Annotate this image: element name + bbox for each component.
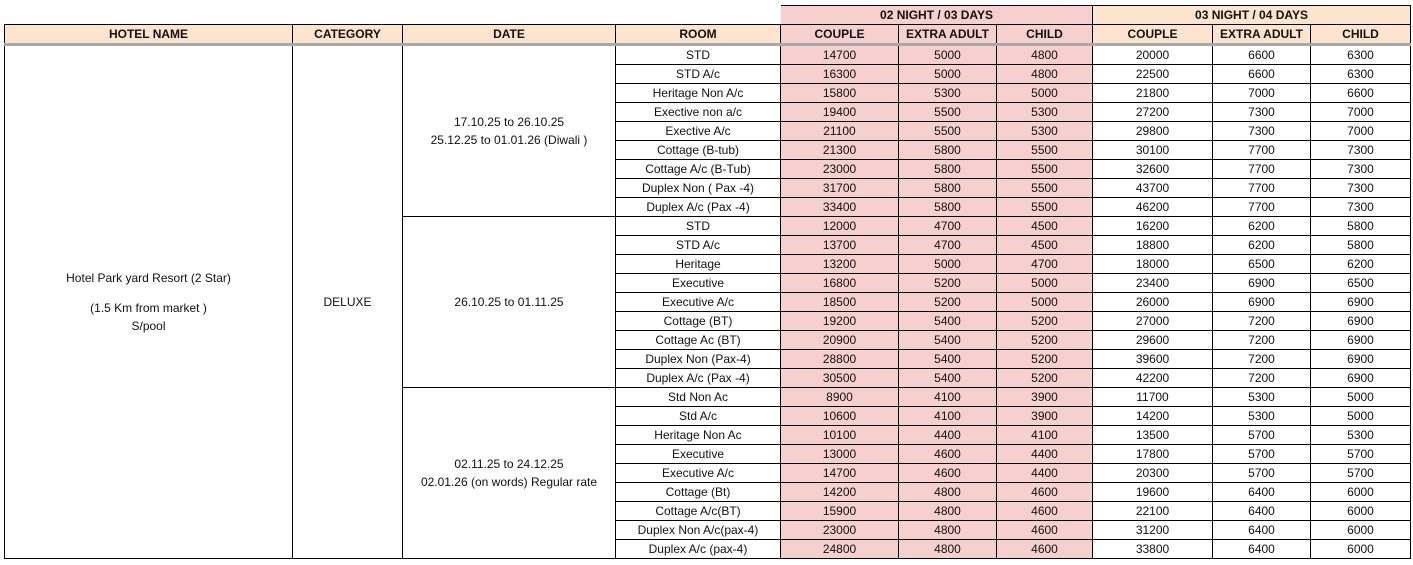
price-2n-extra-adult: 4100 — [899, 388, 997, 407]
price-2n-extra-adult: 5500 — [899, 122, 997, 141]
room-type-cell: Executive — [616, 445, 781, 464]
price-2n-extra-adult: 4800 — [899, 521, 997, 540]
price-2n-couple: 21100 — [781, 122, 899, 141]
room-type-cell: Heritage Non A/c — [616, 84, 781, 103]
price-3n-child: 6300 — [1311, 65, 1411, 84]
price-3n-child: 5800 — [1311, 217, 1411, 236]
price-2n-extra-adult: 4700 — [899, 236, 997, 255]
price-2n-child: 4100 — [997, 426, 1093, 445]
price-2n-extra-adult: 4400 — [899, 426, 997, 445]
price-3n-extra-adult: 7700 — [1213, 141, 1311, 160]
price-3n-extra-adult: 7700 — [1213, 198, 1311, 217]
price-2n-child: 4600 — [997, 502, 1093, 521]
room-type-cell: Exective non a/c — [616, 103, 781, 122]
room-type-cell: Duplex Non A/c(pax-4) — [616, 521, 781, 540]
price-2n-couple: 14700 — [781, 464, 899, 483]
col-3n-child: CHILD — [1311, 25, 1411, 45]
date-range-line: 26.10.25 to 01.11.25 — [454, 295, 564, 309]
price-2n-child: 5200 — [997, 331, 1093, 350]
price-3n-couple: 13500 — [1093, 426, 1213, 445]
price-2n-couple: 8900 — [781, 388, 899, 407]
price-3n-extra-adult: 6200 — [1213, 236, 1311, 255]
price-2n-extra-adult: 5800 — [899, 198, 997, 217]
price-2n-couple: 19200 — [781, 312, 899, 331]
hotel-name-cell — [5, 45, 293, 559]
price-3n-extra-adult: 5700 — [1213, 426, 1311, 445]
price-2n-child: 5500 — [997, 141, 1093, 160]
room-type-cell: Cottage (BT) — [616, 312, 781, 331]
price-2n-couple: 24800 — [781, 540, 899, 559]
price-2n-couple: 14700 — [781, 45, 899, 65]
room-type-cell: Executive A/c — [616, 293, 781, 312]
price-3n-couple: 42200 — [1093, 369, 1213, 388]
price-3n-extra-adult: 6400 — [1213, 502, 1311, 521]
price-2n-extra-adult: 5200 — [899, 293, 997, 312]
price-2n-couple: 28800 — [781, 350, 899, 369]
price-3n-extra-adult: 5300 — [1213, 407, 1311, 426]
price-2n-couple: 13000 — [781, 445, 899, 464]
price-3n-extra-adult: 6400 — [1213, 521, 1311, 540]
price-2n-child: 3900 — [997, 407, 1093, 426]
room-type-cell: STD — [616, 45, 781, 65]
price-3n-extra-adult: 7700 — [1213, 160, 1311, 179]
col-2n-couple: COUPLE — [781, 25, 899, 45]
price-2n-child: 5200 — [997, 312, 1093, 331]
price-3n-couple: 19600 — [1093, 483, 1213, 502]
price-2n-couple: 13700 — [781, 236, 899, 255]
room-type-cell: Heritage Non Ac — [616, 426, 781, 445]
price-2n-child: 5000 — [997, 293, 1093, 312]
price-3n-child: 6900 — [1311, 293, 1411, 312]
price-2n-extra-adult: 5200 — [899, 274, 997, 293]
room-type-cell: Duplex Non (Pax-4) — [616, 350, 781, 369]
price-3n-couple: 21800 — [1093, 84, 1213, 103]
header-blank — [5, 6, 781, 25]
price-2n-child: 5000 — [997, 84, 1093, 103]
price-2n-child: 4500 — [997, 236, 1093, 255]
price-3n-couple: 32600 — [1093, 160, 1213, 179]
price-3n-child: 6500 — [1311, 274, 1411, 293]
col-hotel-name: HOTEL NAME — [5, 25, 293, 45]
col-3n-extra-adult: EXTRA ADULT — [1213, 25, 1311, 45]
price-3n-extra-adult: 7700 — [1213, 179, 1311, 198]
col-category: CATEGORY — [293, 25, 403, 45]
price-2n-extra-adult: 4800 — [899, 483, 997, 502]
room-type-cell: Cottage A/c(BT) — [616, 502, 781, 521]
price-2n-couple: 30500 — [781, 369, 899, 388]
price-3n-couple: 46200 — [1093, 198, 1213, 217]
price-3n-couple: 33800 — [1093, 540, 1213, 559]
price-3n-extra-adult: 7300 — [1213, 103, 1311, 122]
room-type-cell: STD A/c — [616, 236, 781, 255]
price-2n-couple: 23000 — [781, 160, 899, 179]
price-3n-couple: 30100 — [1093, 141, 1213, 160]
price-3n-couple: 20000 — [1093, 45, 1213, 65]
price-3n-couple: 22500 — [1093, 65, 1213, 84]
price-2n-couple: 12000 — [781, 217, 899, 236]
price-3n-couple: 14200 — [1093, 407, 1213, 426]
price-2n-child: 5300 — [997, 103, 1093, 122]
price-2n-couple: 33400 — [781, 198, 899, 217]
price-3n-child: 6000 — [1311, 540, 1411, 559]
hotel-spacer — [5, 287, 292, 299]
price-3n-extra-adult: 6200 — [1213, 217, 1311, 236]
price-2n-extra-adult: 5400 — [899, 350, 997, 369]
hotel-distance: (1.5 Km from market ) — [90, 301, 207, 315]
price-3n-child: 6900 — [1311, 369, 1411, 388]
price-2n-couple: 14200 — [781, 483, 899, 502]
room-type-cell: Executive A/c — [616, 464, 781, 483]
price-2n-extra-adult: 5800 — [899, 179, 997, 198]
hotel-name: Hotel Park yard Resort (2 Star) — [66, 271, 231, 285]
date-range-cell — [403, 45, 616, 217]
price-2n-extra-adult: 5800 — [899, 160, 997, 179]
date-range-line: 25.12.25 to 01.01.26 (Diwali ) — [430, 133, 588, 147]
price-3n-child: 6000 — [1311, 521, 1411, 540]
price-3n-extra-adult: 6500 — [1213, 255, 1311, 274]
price-3n-extra-adult: 6400 — [1213, 540, 1311, 559]
price-2n-child: 4700 — [997, 255, 1093, 274]
table-row — [5, 45, 1411, 65]
price-2n-extra-adult: 5500 — [899, 103, 997, 122]
price-3n-extra-adult: 6600 — [1213, 65, 1311, 84]
price-2n-couple: 13200 — [781, 255, 899, 274]
price-3n-couple: 43700 — [1093, 179, 1213, 198]
room-type-cell: Duplex A/c (pax-4) — [616, 540, 781, 559]
price-3n-child: 6900 — [1311, 331, 1411, 350]
price-2n-extra-adult: 5000 — [899, 255, 997, 274]
price-3n-couple: 16200 — [1093, 217, 1213, 236]
room-type-cell: Cottage A/c (B-Tub) — [616, 160, 781, 179]
price-3n-child: 5000 — [1311, 407, 1411, 426]
price-2n-child: 5300 — [997, 122, 1093, 141]
price-3n-extra-adult: 7200 — [1213, 350, 1311, 369]
price-2n-couple: 16800 — [781, 274, 899, 293]
price-3n-extra-adult: 6900 — [1213, 293, 1311, 312]
rate-table-body — [5, 45, 1411, 559]
room-type-cell: Std Non Ac — [616, 388, 781, 407]
price-3n-extra-adult: 6400 — [1213, 483, 1311, 502]
price-3n-child: 7300 — [1311, 160, 1411, 179]
price-2n-extra-adult: 5400 — [899, 312, 997, 331]
column-header-row — [5, 25, 1411, 45]
price-2n-child: 4800 — [997, 45, 1093, 65]
col-2n-extra-adult: EXTRA ADULT — [899, 25, 997, 45]
price-2n-couple: 10600 — [781, 407, 899, 426]
price-2n-child: 4600 — [997, 521, 1093, 540]
price-2n-couple: 15900 — [781, 502, 899, 521]
price-3n-child: 6900 — [1311, 350, 1411, 369]
price-3n-couple: 27200 — [1093, 103, 1213, 122]
price-2n-child: 4600 — [997, 483, 1093, 502]
category-cell: DELUXE — [293, 45, 403, 559]
room-type-cell: STD — [616, 217, 781, 236]
room-type-cell: Cottage (Bt) — [616, 483, 781, 502]
date-range-cell — [403, 388, 616, 559]
price-2n-couple: 18500 — [781, 293, 899, 312]
room-type-cell: Duplex Non ( Pax -4) — [616, 179, 781, 198]
price-3n-couple: 23400 — [1093, 274, 1213, 293]
price-3n-extra-adult: 7200 — [1213, 369, 1311, 388]
price-3n-extra-adult: 5300 — [1213, 388, 1311, 407]
price-2n-child: 5200 — [997, 350, 1093, 369]
price-3n-extra-adult: 6600 — [1213, 45, 1311, 65]
price-2n-child: 5500 — [997, 160, 1093, 179]
price-3n-child: 7000 — [1311, 103, 1411, 122]
price-3n-child: 6300 — [1311, 45, 1411, 65]
price-2n-extra-adult: 5800 — [899, 141, 997, 160]
room-type-cell: Heritage — [616, 255, 781, 274]
price-2n-child: 4500 — [997, 217, 1093, 236]
price-3n-child: 7300 — [1311, 141, 1411, 160]
price-3n-couple: 20300 — [1093, 464, 1213, 483]
price-3n-couple: 18000 — [1093, 255, 1213, 274]
date-range-line: 02.01.26 (on words) Regular rate — [420, 475, 598, 489]
room-type-cell: Cottage Ac (BT) — [616, 331, 781, 350]
price-3n-extra-adult: 5700 — [1213, 464, 1311, 483]
room-type-cell: Std A/c — [616, 407, 781, 426]
price-3n-child: 7300 — [1311, 179, 1411, 198]
col-date: DATE — [403, 25, 616, 45]
price-2n-extra-adult: 5000 — [899, 45, 997, 65]
price-2n-extra-adult: 5400 — [899, 369, 997, 388]
price-2n-extra-adult: 5400 — [899, 331, 997, 350]
price-2n-child: 5500 — [997, 179, 1093, 198]
price-3n-child: 5700 — [1311, 445, 1411, 464]
price-2n-couple: 20900 — [781, 331, 899, 350]
room-type-cell: Duplex A/c (Pax -4) — [616, 369, 781, 388]
price-3n-extra-adult: 7200 — [1213, 312, 1311, 331]
price-2n-extra-adult: 4700 — [899, 217, 997, 236]
price-2n-child: 5000 — [997, 274, 1093, 293]
price-2n-child: 4400 — [997, 464, 1093, 483]
price-2n-extra-adult: 4600 — [899, 445, 997, 464]
price-3n-couple: 27000 — [1093, 312, 1213, 331]
price-2n-couple: 31700 — [781, 179, 899, 198]
price-2n-couple: 23000 — [781, 521, 899, 540]
price-3n-extra-adult: 6900 — [1213, 274, 1311, 293]
price-2n-couple: 21300 — [781, 141, 899, 160]
col-2n-child: CHILD — [997, 25, 1093, 45]
price-2n-couple: 10100 — [781, 426, 899, 445]
room-type-cell: STD A/c — [616, 65, 781, 84]
price-3n-child: 5300 — [1311, 426, 1411, 445]
price-3n-extra-adult: 7200 — [1213, 331, 1311, 350]
col-3n-couple: COUPLE — [1093, 25, 1213, 45]
price-3n-couple: 29800 — [1093, 122, 1213, 141]
price-2n-couple: 16300 — [781, 65, 899, 84]
price-3n-couple: 26000 — [1093, 293, 1213, 312]
price-3n-child: 6200 — [1311, 255, 1411, 274]
date-range-cell — [403, 217, 616, 388]
room-type-cell: Exective A/c — [616, 122, 781, 141]
price-3n-child: 5000 — [1311, 388, 1411, 407]
price-2n-couple: 15800 — [781, 84, 899, 103]
room-type-cell: Duplex A/c (Pax -4) — [616, 198, 781, 217]
price-2n-extra-adult: 5000 — [899, 65, 997, 84]
hotel-amenity: S/pool — [131, 319, 166, 333]
price-3n-child: 5800 — [1311, 236, 1411, 255]
price-3n-couple: 39600 — [1093, 350, 1213, 369]
price-3n-child: 5700 — [1311, 464, 1411, 483]
rate-table — [4, 5, 1411, 559]
group-header-2-nights: 02 NIGHT / 03 DAYS — [781, 6, 1093, 25]
col-room: ROOM — [616, 25, 781, 45]
price-3n-couple: 29600 — [1093, 331, 1213, 350]
price-2n-extra-adult: 4600 — [899, 464, 997, 483]
price-3n-child: 6000 — [1311, 502, 1411, 521]
group-header-3-nights: 03 NIGHT / 04 DAYS — [1093, 6, 1411, 25]
price-3n-child: 6900 — [1311, 312, 1411, 331]
price-3n-child: 6600 — [1311, 84, 1411, 103]
price-3n-couple: 18800 — [1093, 236, 1213, 255]
price-2n-child: 4800 — [997, 65, 1093, 84]
price-3n-extra-adult: 5700 — [1213, 445, 1311, 464]
price-3n-extra-adult: 7300 — [1213, 122, 1311, 141]
price-3n-child: 7300 — [1311, 198, 1411, 217]
price-3n-couple: 11700 — [1093, 388, 1213, 407]
price-2n-child: 4600 — [997, 540, 1093, 559]
price-2n-couple: 19400 — [781, 103, 899, 122]
price-3n-child: 7000 — [1311, 122, 1411, 141]
price-2n-child: 5200 — [997, 369, 1093, 388]
price-2n-child: 5500 — [997, 198, 1093, 217]
price-2n-child: 4400 — [997, 445, 1093, 464]
price-2n-child: 3900 — [997, 388, 1093, 407]
price-2n-extra-adult: 4100 — [899, 407, 997, 426]
price-3n-couple: 22100 — [1093, 502, 1213, 521]
price-3n-couple: 31200 — [1093, 521, 1213, 540]
room-type-cell: Cottage (B-tub) — [616, 141, 781, 160]
date-range-line: 02.11.25 to 24.12.25 — [454, 457, 564, 471]
price-2n-extra-adult: 4800 — [899, 502, 997, 521]
price-3n-couple: 17800 — [1093, 445, 1213, 464]
room-type-cell: Executive — [616, 274, 781, 293]
group-header-row — [5, 6, 1411, 25]
price-2n-extra-adult: 4800 — [899, 540, 997, 559]
price-3n-child: 6000 — [1311, 483, 1411, 502]
date-range-line: 17.10.25 to 26.10.25 — [453, 115, 565, 129]
price-3n-extra-adult: 7000 — [1213, 84, 1311, 103]
price-2n-extra-adult: 5300 — [899, 84, 997, 103]
